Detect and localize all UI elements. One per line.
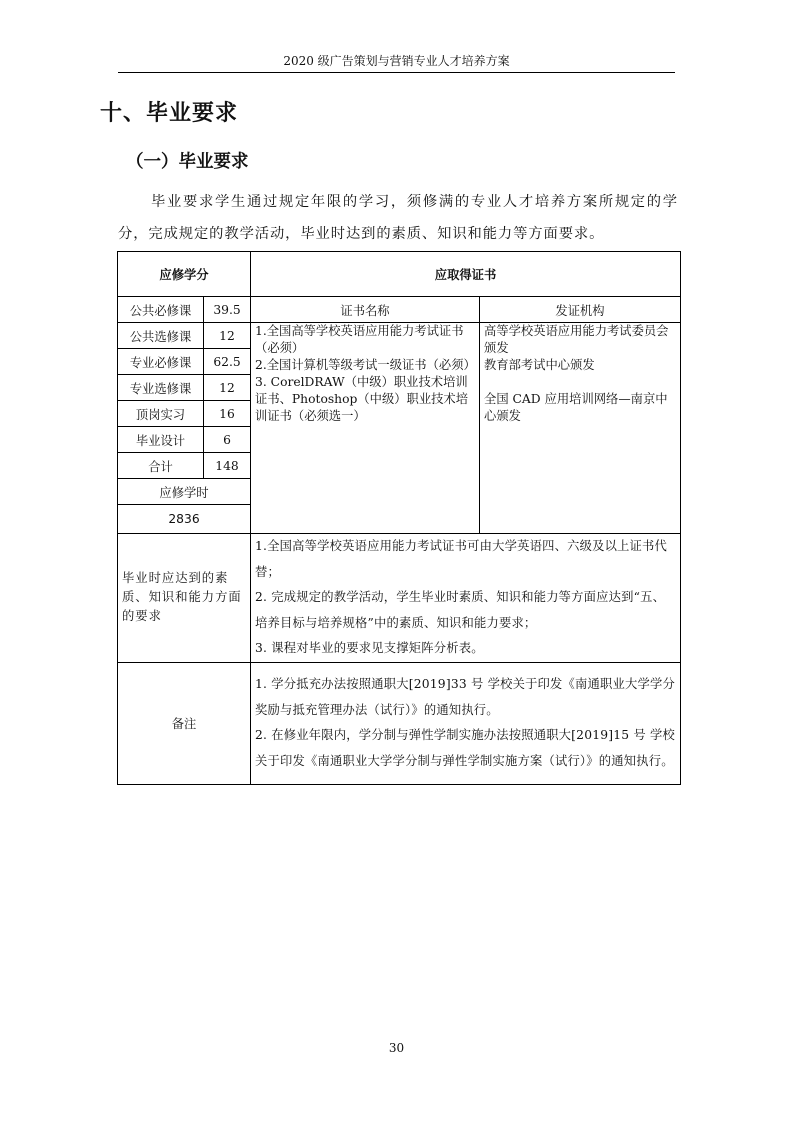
hours-value: 2836 <box>118 505 251 534</box>
credit-label: 合计 <box>118 453 204 479</box>
credit-label: 专业必修课 <box>118 349 204 375</box>
section-heading: 十、毕业要求 <box>100 101 239 126</box>
issuer-item: 高等学校英语应用能力考试委员会颁发 <box>484 324 669 355</box>
credit-value: 16 <box>204 401 251 427</box>
issuer-item: 教育部考试中心颁发 <box>484 358 595 372</box>
credit-value: 39.5 <box>204 297 251 323</box>
credit-value: 12 <box>204 323 251 349</box>
requirements-cell <box>251 534 681 663</box>
credit-value: 62.5 <box>204 349 251 375</box>
notes-cell <box>251 662 681 784</box>
hours-label: 应修学时 <box>118 479 251 505</box>
credit-label: 公共必修课 <box>118 297 204 323</box>
requirements-label: 毕业时应达到的素质、知识和能力方面的要求 <box>118 534 251 663</box>
note-item: 2. 在修业年限内，学分制与弹性学制实施办法按照通职大[2019]15 号 学校关于印发《南通职业大学学分制与弹性学制实施方案（试行）》的通知执行。 <box>255 728 676 768</box>
credit-label: 顶岗实习 <box>118 401 204 427</box>
credit-value: 12 <box>204 375 251 401</box>
notes-label: 备注 <box>118 662 251 784</box>
credit-label: 专业选修课 <box>118 375 204 401</box>
cert-name-item: 1.全国高等学校英语应用能力考试证书（必须） <box>255 324 464 355</box>
requirement-item: 1.全国高等学校英语应用能力考试证书可由大学英语四、六级及以上证书代替； <box>255 539 668 579</box>
graduation-requirements-table <box>117 251 681 785</box>
credit-label: 公共选修课 <box>118 323 204 349</box>
running-header: 2020 级广告策划与营销专业人才培养方案 <box>283 54 510 68</box>
cert-names-cell <box>251 323 480 534</box>
header-rule <box>118 72 675 73</box>
page-number: 30 <box>388 1041 405 1055</box>
requirement-item: 2. 完成规定的教学活动，学生毕业时素质、知识和能力等方面应达到“五、培养目标与培养规格”中的素质、知识和能力要求； <box>255 590 666 630</box>
issuer-header: 发证机构 <box>480 297 681 323</box>
note-item: 1. 学分抵充办法按照通职大[2019]33 号 学校关于印发《南通职业大学学分奖励与抵充管理办法（试行）》的通知执行。 <box>255 677 676 717</box>
cert-name-item: 2.全国计算机等级考试一级证书（必须） <box>255 358 476 372</box>
credit-value: 6 <box>204 427 251 453</box>
issuers-cell <box>480 323 681 534</box>
cert-name-item: 3. CorelDRAW（中级）职业技术培训证书、Photoshop（中级）职业技术培训证书（必须选一） <box>255 375 469 423</box>
certificates-header: 应取得证书 <box>251 252 681 297</box>
credit-label: 毕业设计 <box>118 427 204 453</box>
credits-header: 应修学分 <box>118 252 251 297</box>
intro-paragraph: 毕业要求学生通过规定年限的学习，须修满的专业人才培养方案所规定的学分，完成规定的教学活动，毕业时达到的素质、知识和能力等方面要求。 <box>118 194 678 242</box>
cert-name-header: 证书名称 <box>251 297 480 323</box>
subsection-heading: （一）毕业要求 <box>126 152 249 172</box>
credit-value: 148 <box>204 453 251 479</box>
requirement-item: 3. 课程对毕业的要求见支撑矩阵分析表。 <box>255 641 484 655</box>
issuer-item: 全国 CAD 应用培训网络—南京中心颁发 <box>484 392 668 423</box>
